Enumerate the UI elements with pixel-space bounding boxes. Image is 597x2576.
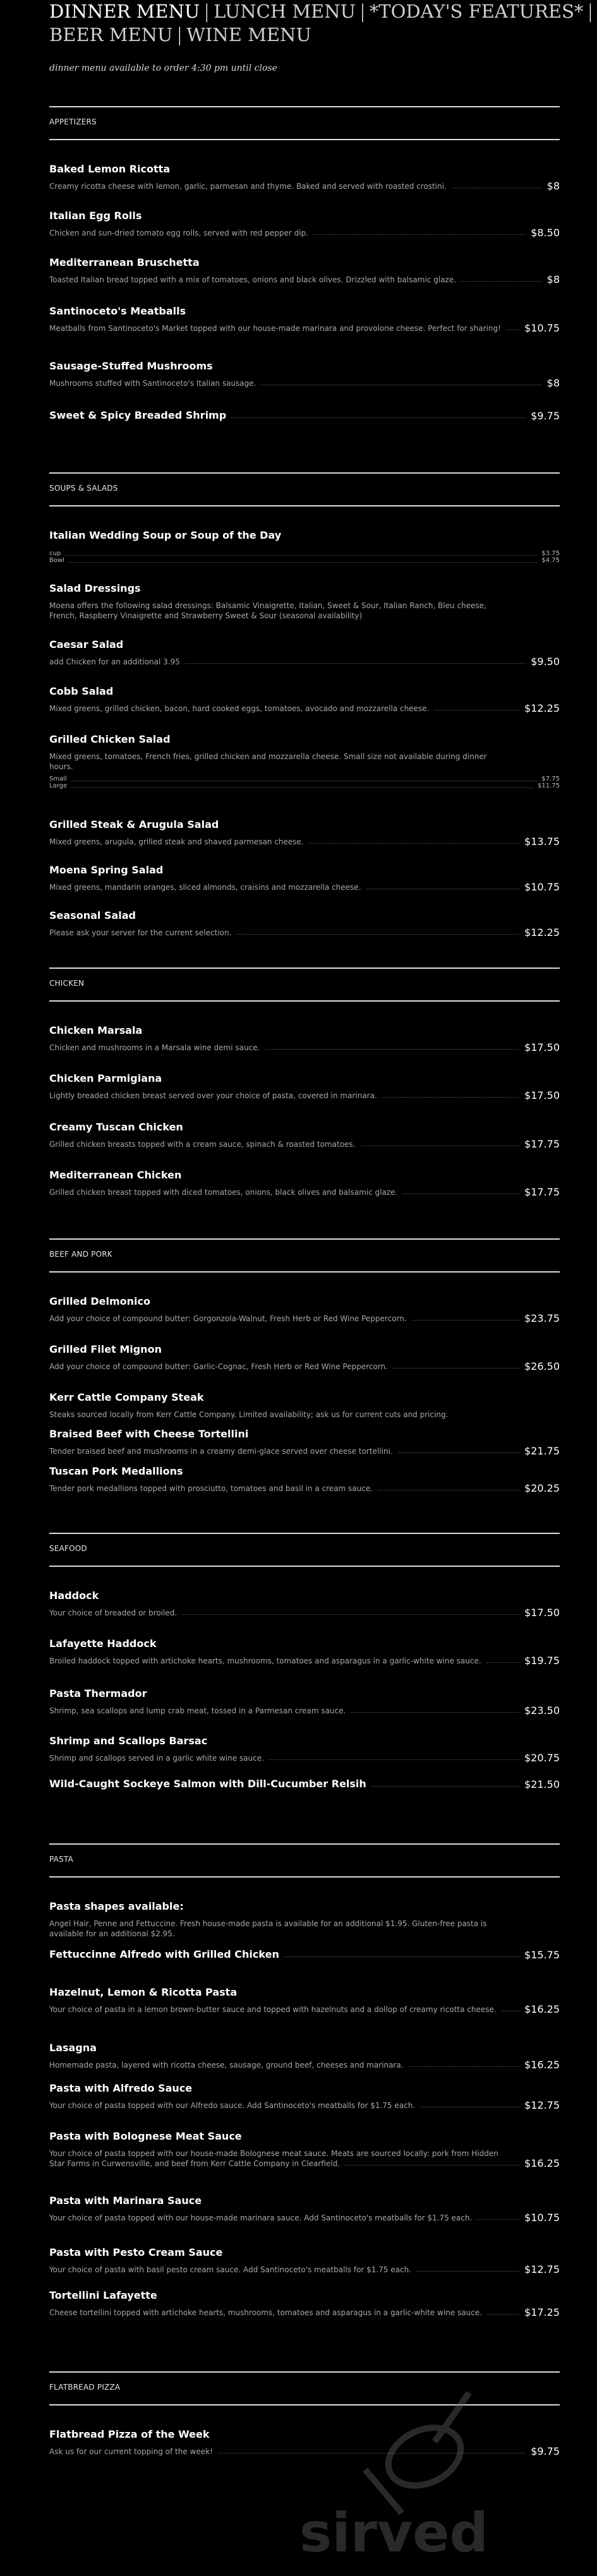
- menu-item-name: Caesar Salad: [49, 638, 124, 650]
- menu-item-description: Grilled chicken breasts topped with a cream sauce, spinach & roasted tomatoes.: [49, 1140, 356, 1149]
- dot-leader: [412, 1320, 519, 1321]
- menu-item: [49, 685, 560, 714]
- menu-item-price: $10.75: [524, 2212, 560, 2224]
- menu-item-description: Your choice of pasta in a lemon brown-butter sauce and topped with hazelnuts and a dollop of creamy ricotta cheese.: [49, 2005, 497, 2014]
- menu-item-name: Pasta Thermador: [49, 1687, 147, 1699]
- section-divider: [49, 1566, 560, 1567]
- menu-item: [49, 1465, 560, 1494]
- dot-leader: [236, 934, 519, 935]
- menu-item-price: $10.75: [524, 322, 560, 334]
- tab-dinner-menu[interactable]: DINNER MENU: [49, 1, 200, 22]
- menu-item-name: Braised Beef with Cheese Tortellini: [49, 1428, 249, 1440]
- dot-leader: [477, 2219, 519, 2220]
- menu-item-price: $17.75: [524, 1138, 560, 1150]
- section-divider: [49, 139, 560, 140]
- section-title: FLATBREAD PIZZA: [49, 2383, 121, 2392]
- section-divider: [49, 1238, 560, 1240]
- menu-item-description: Chicken and mushrooms in a Marsala wine demi sauce.: [49, 1043, 260, 1052]
- dot-leader: [416, 2271, 519, 2272]
- menu-item: [49, 529, 560, 564]
- menu-item: [49, 210, 560, 238]
- section-title: CHICKEN: [49, 979, 85, 988]
- menu-item-price: $8: [546, 180, 560, 192]
- menu-item-name: Hazelnut, Lemon & Ricotta Pasta: [49, 1986, 238, 1998]
- dot-leader: [371, 1786, 519, 1787]
- dot-leader: [309, 843, 519, 844]
- section-title: SOUPS & SALADS: [49, 484, 118, 493]
- menu-item-description: Cheese tortellini topped with artichoke hearts, mushrooms, tomatoes and asparagus in a garlic-white wine sauce.: [49, 2308, 483, 2317]
- menu-item: [49, 409, 560, 421]
- dot-leader: [71, 777, 538, 781]
- section-divider: [49, 1876, 560, 1878]
- menu-item-name: Mediterranean Bruschetta: [49, 256, 200, 268]
- menu-item: [49, 638, 560, 667]
- menu-item-description: Meatballs from Santinoceto's Market topped with our house-made marinara and provolone cheese. Perfect for sharing!: [49, 324, 501, 333]
- menu-item: [49, 2246, 560, 2275]
- menu-tabs: DINNER MENU | LUNCH MENU | *TODAY'S FEATURES* | BEER MENU | WINE MENU dinner menu available to order 4:30 pm until close: [49, 0, 597, 80]
- menu-item-name: Grilled Filet Mignon: [49, 1343, 162, 1355]
- menu-item-description: Mixed greens, arugula, grilled steak and shaved parmesan cheese.: [49, 837, 304, 846]
- menu-item: [49, 1900, 560, 1939]
- menu-item: [49, 1687, 560, 1716]
- menu-item-description: Your choice of pasta with basil pesto cream sauce. Add Santinoceto's meatballs for $1.75 each.: [49, 2265, 412, 2274]
- section-title: APPETIZERS: [49, 117, 97, 126]
- size-price-row: [49, 550, 560, 557]
- menu-item-name: Fettuccinne Alfredo with Grilled Chicken: [49, 1948, 279, 1960]
- menu-item-name: Wild-Caught Sockeye Salmon with Dill-Cucumber Relsih: [49, 1778, 366, 1790]
- menu-item: [49, 1778, 560, 1790]
- dot-leader: [64, 551, 538, 556]
- menu-item: [49, 1590, 560, 1618]
- menu-item-name: Kerr Cattle Company Steak: [49, 1391, 204, 1403]
- menu-item-name: Seasonal Salad: [49, 909, 136, 921]
- menu-item-price: $16.25: [524, 2059, 560, 2071]
- size-label: cup: [49, 550, 61, 557]
- size-label: Small: [49, 776, 67, 782]
- menu-item-price: $23.50: [524, 1704, 560, 1716]
- menu-item-description: Chicken and sun-dried tomato egg rolls, served with red pepper dip.: [49, 229, 309, 237]
- menu-item-name: Chicken Marsala: [49, 1024, 143, 1036]
- section-beef: [49, 1238, 560, 1494]
- menu-item: [49, 1169, 560, 1197]
- size-price: $11.75: [538, 782, 560, 789]
- menu-item-description: Moena offers the following salad dressings: Balsamic Vinaigrette, Italian, Sweet & Sour, Italian Ranch, Bleu cheese, French, Raspberry Vinaigrette and Strawberry Sweet & Sour (seasonal availability): [49, 601, 486, 620]
- menu-item-description: Your choice of pasta topped with our house-made marinara sauce. Add Santinoceto's meatballs for $1.75 each.: [49, 2214, 473, 2222]
- menu-item: [49, 1391, 560, 1420]
- menu-item-price: $19.75: [524, 1655, 560, 1667]
- menu-item-price: $9.75: [531, 2445, 560, 2457]
- menu-item-name: Pasta with Marinara Sauce: [49, 2195, 202, 2207]
- dot-leader: [382, 1097, 519, 1098]
- menu-item-description: Lightly breaded chicken breast served over your choice of pasta, covered in marinara.: [49, 1091, 377, 1100]
- menu-item-name: Tortellini Lafayette: [49, 2289, 157, 2301]
- size-price-row: [49, 782, 560, 789]
- menu-item: [49, 305, 560, 333]
- menu-item-name: Haddock: [49, 1590, 99, 1602]
- menu-item: [49, 1638, 560, 1666]
- section-soups: [49, 472, 560, 938]
- menu-item-name: Creamy Tuscan Chicken: [49, 1121, 183, 1133]
- dot-leader: [182, 1614, 519, 1615]
- menu-item-price: $21.50: [524, 1778, 560, 1790]
- section-pasta: [49, 1843, 560, 2318]
- menu-item-name: Grilled Delmonico: [49, 1295, 150, 1307]
- menu-item-price: $20.75: [524, 1752, 560, 1764]
- menu-item-price: $20.25: [524, 1482, 560, 1494]
- menu-item-price: $12.25: [524, 702, 560, 714]
- size-label: Bowl: [49, 557, 64, 564]
- menu-item: [49, 582, 560, 621]
- dot-leader: [269, 1759, 519, 1760]
- menu-item: [49, 1735, 560, 1763]
- menu-item-name: Pasta with Alfredo Sauce: [49, 2082, 193, 2094]
- menu-item-name: Baked Lemon Ricotta: [49, 163, 171, 175]
- menu-item-description: Shrimp and scallops served in a garlic white wine sauce.: [49, 1754, 264, 1763]
- menu-item: [49, 163, 560, 191]
- menu-item-name: Mediterranean Chicken: [49, 1169, 182, 1181]
- menu-item-price: $17.50: [524, 1089, 560, 1101]
- menu-item: [49, 909, 560, 938]
- dot-leader: [345, 2165, 519, 2166]
- dot-leader: [351, 1712, 519, 1713]
- menu-item: [49, 1024, 560, 1053]
- menu-item-name: Cobb Salad: [49, 685, 114, 697]
- menu-item-price: $16.25: [524, 2003, 560, 2015]
- section-divider: [49, 1843, 560, 1845]
- menu-item-price: $17.50: [524, 1041, 560, 1053]
- menu-item-description: Your choice of breaded or broiled.: [49, 1609, 178, 1617]
- menu-item-name: Italian Wedding Soup or Soup of the Day: [49, 529, 282, 541]
- menu-item: [49, 1072, 560, 1101]
- tab-wine-menu[interactable]: WINE MENU: [186, 24, 311, 45]
- menu-item-description: Mushrooms stuffed with Santinoceto's Italian sausage.: [49, 379, 256, 388]
- menu-item-price: $17.50: [524, 1607, 560, 1619]
- menu-item-description: add Chicken for an additional 3.95: [49, 657, 180, 666]
- tab-todays-features[interactable]: *TODAY'S FEATURES*: [369, 1, 584, 22]
- menu-item-description: Shrimp, sea scallops and lump crab meat, tossed in a Parmesan cream sauce.: [49, 1706, 346, 1715]
- menu-item: [49, 256, 560, 285]
- menu-item: [49, 2082, 560, 2111]
- menu-item-description: Mixed greens, mandarin oranges, sliced almonds, craisins and mozzarella cheese.: [49, 883, 361, 892]
- menu-item-price: $8.50: [531, 227, 560, 239]
- dot-leader: [393, 1368, 519, 1369]
- menu-item: [49, 864, 560, 892]
- section-divider: [49, 967, 560, 969]
- menu-item-price: $26.50: [524, 1360, 560, 1372]
- menu-item: [49, 360, 560, 388]
- menu-item-price: $17.25: [524, 2306, 560, 2318]
- menu-item-price: $12.75: [524, 2099, 560, 2111]
- menu-item-description: Grilled chicken breast topped with diced tomatoes, onions, black olives and balsamic glaze.: [49, 1188, 398, 1197]
- menu-item-price: $8: [546, 377, 560, 389]
- menu-item-price: $9.50: [531, 656, 560, 668]
- menu-item-name: Grilled Chicken Salad: [49, 733, 171, 745]
- tab-beer-menu[interactable]: BEER MENU: [49, 24, 173, 45]
- section-divider: [49, 1271, 560, 1273]
- menu-item-description: Add your choice of compound butter: Gorgonzola-Walnut, Fresh Herb or Red Wine Peppercorn.: [49, 1314, 407, 1323]
- menu-item-description: Tender pork medallions topped with prosciutto, tomatoes and basil in a cream sauce.: [49, 1484, 373, 1493]
- menu-item: [49, 2195, 560, 2223]
- menu-item-description: Broiled haddock topped with artichoke hearts, mushrooms, tomatoes and asparagus in a garlic-white wine sauce.: [49, 1656, 481, 1665]
- menu-item-description: Ask us for our current topping of the week!: [49, 2447, 213, 2456]
- watermark-text: sirved: [299, 2501, 489, 2565]
- menu-item-description: Angel Hair, Penne and Fettuccine. Fresh house-made pasta is available for an additional $1.95. Gluten-free pasta is available for an additional $2.95.: [49, 1919, 487, 1938]
- menu-item-name: Italian Egg Rolls: [49, 210, 142, 222]
- dot-leader: [284, 1956, 519, 1957]
- menu-item-description: Tender braised beef and mushrooms in a creamy demi-glace served over cheese tortellini.: [49, 1447, 393, 1456]
- dot-leader: [71, 784, 534, 788]
- dot-leader: [231, 417, 526, 418]
- menu-item-description: Your choice of pasta topped with our house-made Bolognese meat sauce. Meats are sourced locally: pork from Hidden Star Farms in Curwensville, and beef from Kerr Cattle Company in Clearfield.: [49, 2149, 498, 2168]
- menu-item-name: Pasta with Pesto Cream Sauce: [49, 2246, 223, 2258]
- menu-item-description: Toasted Italian bread topped with a mix of tomatoes, onions and black olives. Drizzled with balsamic glaze.: [49, 275, 456, 284]
- menu-item-price: $9.75: [531, 410, 560, 422]
- menu-item-price: $12.75: [524, 2263, 560, 2275]
- size-price-row: [49, 557, 560, 564]
- menu-item-price: $8: [546, 273, 560, 285]
- section-divider: [49, 1533, 560, 1534]
- menu-item-price: $15.75: [524, 1949, 560, 1961]
- menu-item: [49, 818, 560, 847]
- size-price: $7.75: [541, 776, 560, 782]
- menu-item-description: Homemade pasta, layered with ricotta cheese, sausage, ground beef, cheeses and marinara.: [49, 2061, 404, 2070]
- sirved-watermark: [292, 2362, 527, 2564]
- menu-item-name: Moena Spring Salad: [49, 864, 164, 876]
- menu-availability-note: dinner menu available to order 4:30 pm until close: [49, 63, 277, 73]
- menu-item-name: Santinoceto's Meatballs: [49, 305, 186, 317]
- menu-item: [49, 1295, 560, 1324]
- menu-item-name: Chicken Parmigiana: [49, 1072, 162, 1084]
- section-divider: [49, 505, 560, 506]
- menu-item-name: Shrimp and Scallops Barsac: [49, 1735, 208, 1747]
- menu-item-name: Pasta shapes available:: [49, 1900, 184, 1912]
- menu-item-description: Please ask your server for the current selection.: [49, 928, 232, 937]
- menu-item: [49, 1948, 560, 1960]
- menu-item: [49, 733, 560, 789]
- section-appetizers: [49, 106, 560, 422]
- section-divider: [49, 106, 560, 107]
- menu-item-price: $17.75: [524, 1186, 560, 1198]
- menu-item-name: Tuscan Pork Medallions: [49, 1465, 183, 1477]
- menu-item: [49, 2042, 560, 2070]
- section-title: BEEF AND PORK: [49, 1250, 112, 1259]
- menu-item-name: Sausage-Stuffed Mushrooms: [49, 360, 213, 372]
- size-label: Large: [49, 782, 68, 789]
- dot-leader: [461, 281, 542, 282]
- size-price: $3.75: [541, 550, 560, 557]
- tab-lunch-menu[interactable]: LUNCH MENU: [214, 1, 356, 22]
- dot-leader: [185, 663, 526, 664]
- section-divider: [49, 1000, 560, 1002]
- menu-item-description: Add your choice of compound butter: Garlic-Cognac, Fresh Herb or Red Wine Peppercorn.: [49, 1362, 388, 1371]
- dot-leader: [487, 2314, 519, 2315]
- section-seafood: [49, 1533, 560, 1790]
- menu-item: [49, 1343, 560, 1372]
- menu-item-description: Mixed greens, tomatoes, French fries, grilled chicken and mozzarella cheese. Small size not available during dinner hours.: [49, 752, 487, 771]
- menu-item-name: Lafayette Haddock: [49, 1638, 157, 1650]
- menu-item-description: Mixed greens, grilled chicken, bacon, hard cooked eggs, tomatoes, avocado and mozzarella cheese.: [49, 704, 430, 713]
- section-chicken: [49, 967, 560, 1198]
- menu-item-price: $16.25: [524, 2157, 560, 2169]
- section-title: PASTA: [49, 1855, 73, 1864]
- menu-item-name: Pasta with Bolognese Meat Sauce: [49, 2130, 242, 2142]
- menu-item-description: Steaks sourced locally from Kerr Cattle Company. Limited availability; ask us for current cuts and pricing.: [49, 1410, 449, 1419]
- dot-leader: [486, 1662, 519, 1663]
- dot-leader: [265, 1049, 519, 1050]
- size-price-row: [49, 776, 560, 782]
- menu-item-price: $10.75: [524, 881, 560, 893]
- dot-leader: [313, 234, 526, 235]
- menu-item-name: Sweet & Spicy Breaded Shrimp: [49, 409, 227, 421]
- menu-item: [49, 1428, 560, 1456]
- dot-leader: [409, 2066, 519, 2067]
- section-divider: [49, 472, 560, 474]
- section-title: SEAFOOD: [49, 1544, 87, 1553]
- menu-item-description: Creamy ricotta cheese with lemon, garlic, parmesan and thyme. Baked and served with roasted crostini.: [49, 182, 447, 191]
- menu-item-price: $13.75: [524, 836, 560, 848]
- menu-item: [49, 1986, 560, 2015]
- menu-item-name: Salad Dressings: [49, 582, 141, 594]
- menu-item-price: $12.25: [524, 926, 560, 938]
- menu-item-name: Flatbread Pizza of the Week: [49, 2428, 210, 2440]
- dot-leader: [68, 558, 538, 563]
- menu-item-name: Grilled Steak & Arugula Salad: [49, 818, 219, 830]
- menu-item-description: Your choice of pasta topped with our Alfredo sauce. Add Santinoceto's meatballs for $1.75 each.: [49, 2101, 416, 2110]
- size-price: $4.75: [541, 557, 560, 564]
- menu-item: [49, 2130, 560, 2169]
- menu-item: [49, 2289, 560, 2318]
- menu-item-price: $23.75: [524, 1312, 560, 1324]
- menu-item-price: $21.75: [524, 1445, 560, 1457]
- menu-item-name: Lasagna: [49, 2042, 97, 2054]
- menu-item: [49, 1121, 560, 1149]
